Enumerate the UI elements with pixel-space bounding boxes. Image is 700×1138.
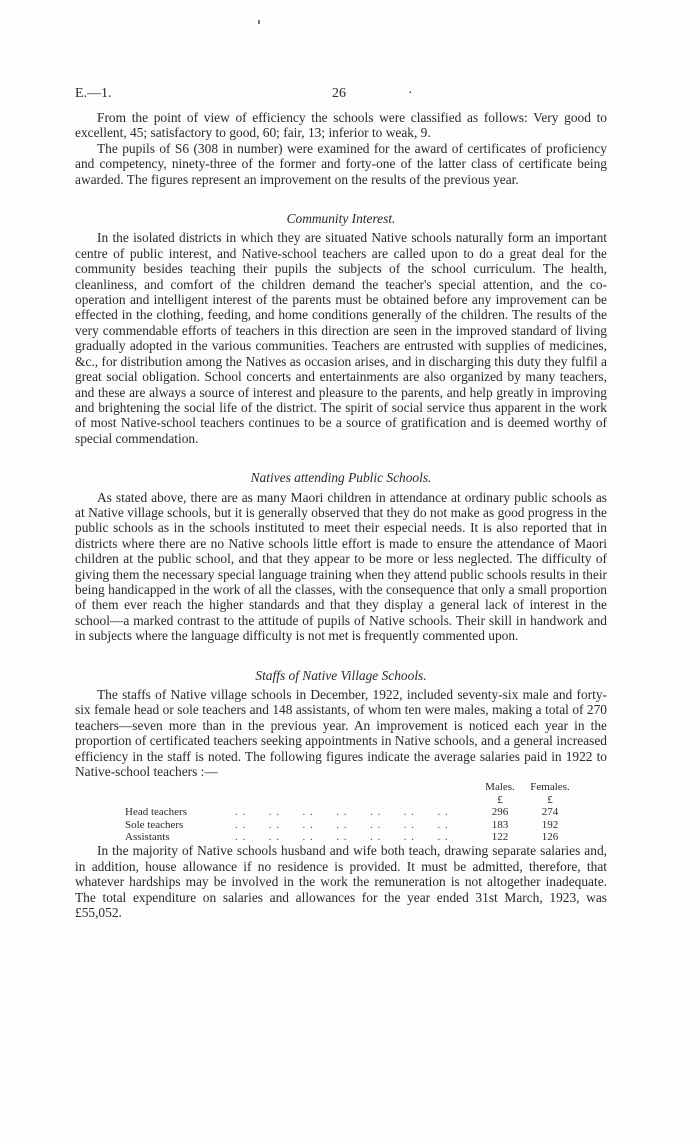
paragraph-closing: In the majority of Native schools husband and wife both teach, drawing separate salaries and, in addition, house allowance if no residence is provided. It must be admitted, therefore, that whatever hardships may be involved in the work the remuneration is not altogether inadequate. The total expenditure on salaries and allowances for the year ended 31st March, 1923, was £55,052.: [75, 843, 607, 921]
salary-table-header: [75, 781, 607, 793]
row-label: Sole teachers: [125, 818, 184, 831]
page-number: 26: [332, 86, 346, 101]
heading-community-interest: Community Interest.: [286, 211, 396, 227]
header-mark: ·: [408, 86, 413, 101]
table-row: [75, 831, 607, 843]
cell-females: 192: [541, 818, 559, 831]
salary-table: [75, 781, 607, 843]
row-label: Assistants: [125, 831, 170, 843]
paragraph-staffs: The staffs of Native village schools in December, 1922, included seventy-six male and forty-six female head or sole teachers and 148 assistants, of whom ten were males, making a total of 270 teachers—seven more than in the previous year. An improvement is noticed each year in the proportion of certificated teachers seeking appointments in Native schools, and a general increased efficiency in the staff is noted. The following figures indicate the average salaries paid in 1922 to Native-school teachers :—: [75, 687, 607, 780]
column-header-females: Females.: [530, 781, 570, 794]
table-row: [75, 819, 607, 831]
column-header-males: Males.: [485, 781, 515, 794]
page-header: [75, 86, 607, 110]
document-page: [75, 86, 607, 920]
cell-males: 296: [491, 806, 509, 819]
cell-males: 122: [491, 831, 509, 843]
table-row: [75, 806, 607, 818]
cell-females: 126: [541, 831, 559, 843]
document-reference: E.—1.: [75, 86, 112, 101]
paragraph-community-interest: In the isolated districts in which they are situated Native schools naturally form an important centre of public interest, and Native-school teachers are called upon to do a great deal for the community besides teaching their pupils the subjects of the school curriculum. The health, cleanliness, and comfort of the children demand the teacher's special attention, and the co-operation and intelligent interest of the parents must be obtained before any improvement can be effected in the clothing, feeding, and home conditions generally of the children. The results of the very commendable efforts of teachers in this direction are seen in the improved standard of living gradually adopted in the various communities. Teachers are entrusted with supplies of medicines, &c., for distribution among the Natives as occasion arises, and in discharging this duty they fulfil a great social obligation. School concerts and entertainments are also organized by many teachers, and these are always a source of interest and pleasure to the parents, and help greatly in improving and brightening the social life of the district. The spirit of social service thus apparent in the work of most Native-school teachers continues to be a source of gratification and is deemed worthy of special commendation.: [75, 230, 607, 446]
cell-males: 183: [491, 818, 509, 831]
scan-speck: [258, 20, 260, 24]
leader-dots: . . . . . . . . . . . . . .: [235, 806, 449, 819]
leader-dots: . . . . . . . . . . . . . .: [235, 831, 449, 843]
paragraph-certificates: The pupils of S6 (308 in number) were examined for the award of certificates of proficiency and competency, ninety-three of the former and forty-one of the latter class of certificate being awarded. The figures represent an improvement on the results of the previous year.: [75, 140, 607, 187]
paragraph-efficiency: From the point of view of efficiency the schools were classified as follows: Very good to excellent, 45; satisfactory to good, 60; fair, 13; inferior to weak, 9.: [75, 110, 607, 141]
cell-females: 274: [541, 806, 559, 819]
unit-males: £: [497, 793, 503, 806]
paragraph-natives-public-schools: As stated above, there are as many Maori children in attendance at ordinary public schools as at Native village schools, but it is generally observed that they do not make as good progress in the public schools as in the schools instituted to meet their especial needs. It is also reported that in districts where there are no Native schools little effort is made to ensure the attendance of Maori children at the public school, and that they appear to be more or less neglected. The difficulty of giving them the necessary special language training when they attend public schools results in their being handicapped in the work of all the classes, with the consequence that only a small proportion of them ever reach the higher standards and that they display a general lack of interest in the school—a marked contrast to the attitude of pupils of Native schools. Their skill in handwork and in subjects where the language difficulty is not met is frequently commented upon.: [75, 489, 607, 644]
row-label: Head teachers: [125, 806, 187, 819]
leader-dots: . . . . . . . . . . . . . .: [235, 818, 449, 831]
salary-table-units: [75, 794, 607, 806]
unit-females: £: [547, 793, 553, 806]
heading-natives-public-schools: Natives attending Public Schools.: [250, 470, 432, 486]
heading-staffs: Staffs of Native Village Schools.: [255, 667, 427, 683]
